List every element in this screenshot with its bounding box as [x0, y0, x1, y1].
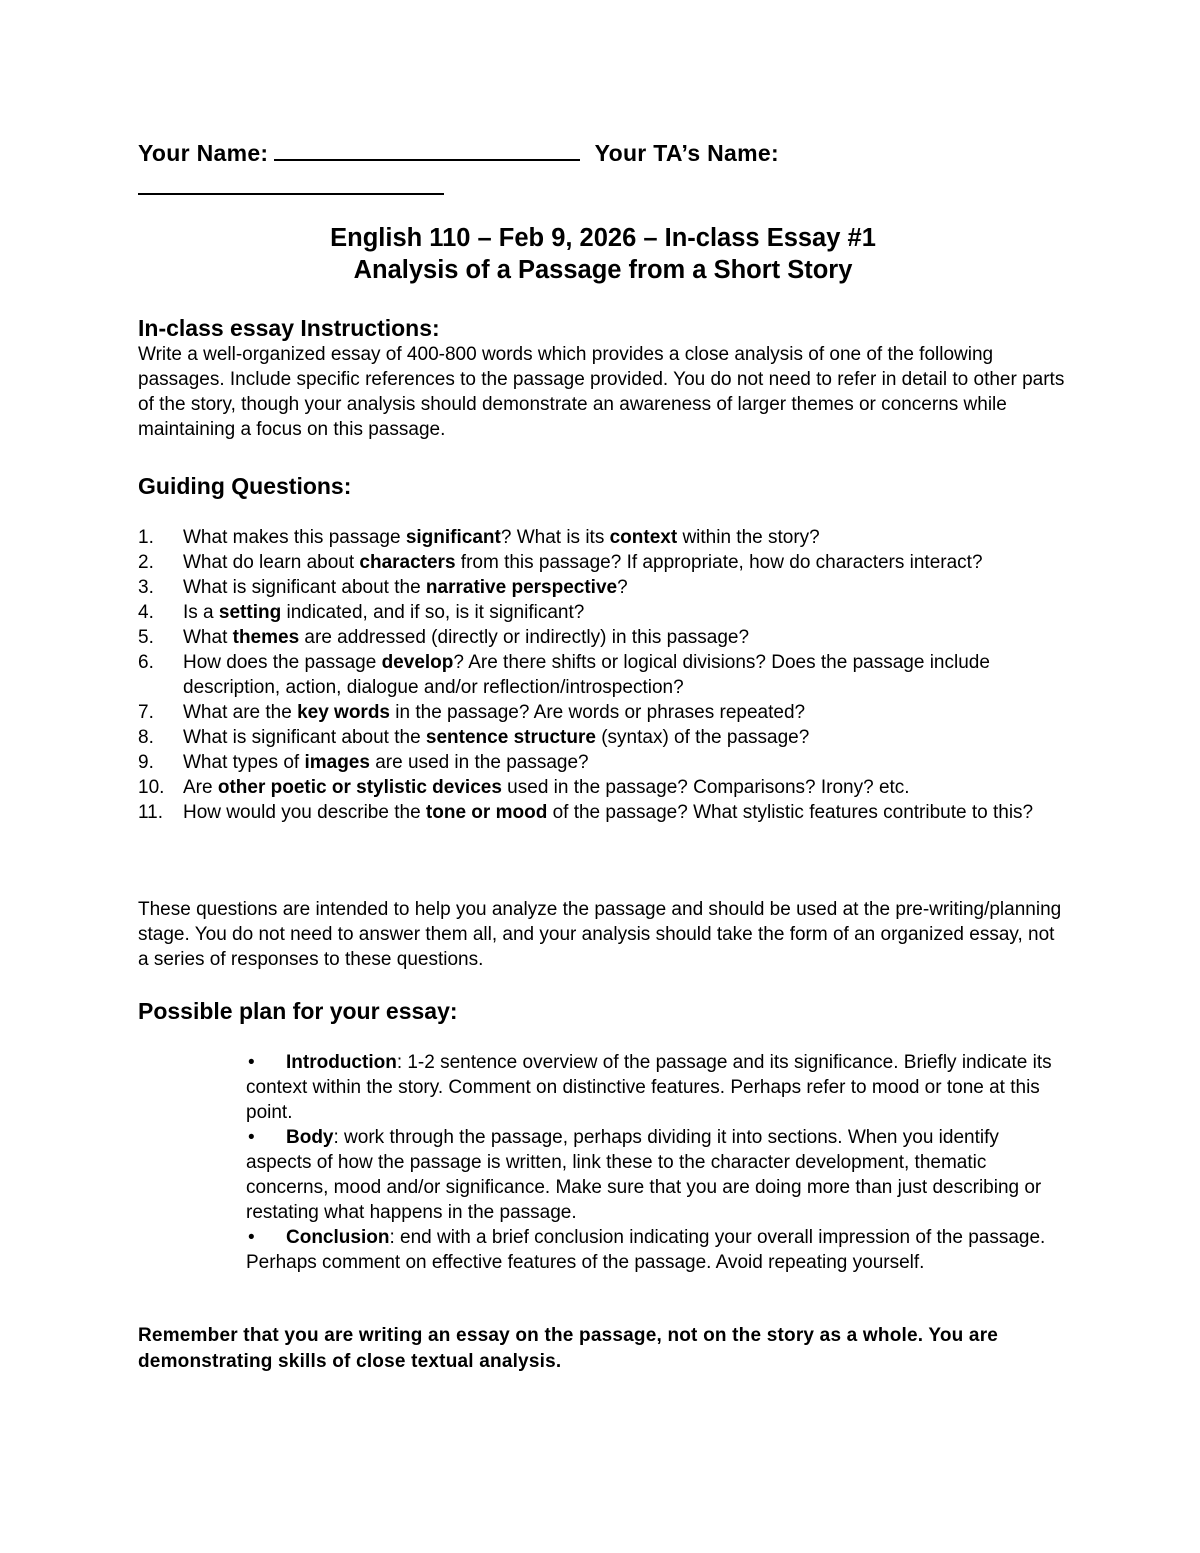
- plan-item-label: Body: [286, 1127, 334, 1148]
- question-text: What is significant about the: [183, 577, 426, 598]
- question-item: [138, 700, 1068, 725]
- bullet-icon: •: [248, 1052, 255, 1073]
- question-number: 11.: [138, 802, 164, 823]
- question-text: What are the: [183, 702, 298, 723]
- question-number: 2.: [138, 552, 154, 573]
- title-line-2: Analysis of a Passage from a Short Story: [353, 256, 853, 284]
- question-keyword: setting: [218, 602, 282, 623]
- question-text: How does the passage: [183, 652, 382, 673]
- question-item: [138, 775, 1068, 800]
- question-text: from this passage? If appropriate, how do characters interact?: [455, 552, 983, 573]
- question-text: Is a: [183, 602, 219, 623]
- name-fields: [138, 136, 1068, 204]
- guiding-questions-heading: Guiding Questions:: [138, 473, 352, 499]
- plan-item: [246, 1125, 1066, 1225]
- question-text: in the passage? Are words or phrases repeated?: [390, 702, 806, 723]
- question-item: [138, 725, 1068, 750]
- plan-item: [246, 1050, 1066, 1125]
- question-item: [138, 750, 1068, 775]
- question-text: How would you describe the: [183, 802, 426, 823]
- question-number: 10.: [138, 777, 165, 798]
- question-item: [138, 650, 1068, 700]
- question-number: 3.: [138, 577, 154, 598]
- question-text: (syntax) of the passage?: [595, 727, 810, 748]
- question-text: What makes this passage: [183, 527, 406, 548]
- question-text: What is significant about the: [183, 727, 426, 748]
- question-keyword: characters: [359, 552, 456, 573]
- question-item: [138, 550, 1068, 575]
- question-text: ? What is its: [500, 527, 610, 548]
- plan-item-text: : end with a brief conclusion indicating your overall impression of the passage. Perhaps comment on effective features of the passage. Avoid repeating yourself.: [246, 1227, 1046, 1273]
- question-text: of the passage? What stylistic features contribute to this?: [547, 802, 1034, 823]
- question-text: What: [183, 627, 233, 648]
- question-text: What do learn about: [183, 552, 360, 573]
- question-keyword: themes: [232, 627, 300, 648]
- your-name-blank[interactable]: [274, 139, 580, 161]
- question-keyword: narrative perspective: [425, 577, 618, 598]
- question-item: [138, 800, 1068, 825]
- guiding-questions-note: These questions are intended to help you analyze the passage and should be used at the pre-writing/planning stage. You do not need to answer them all, and your analysis should take the form of an organized essay, not a series of responses to these questions.: [138, 899, 1062, 970]
- question-text: ? Are there shifts or logical divisions? Does the passage include description, action, dialogue and/or reflection/introspection?: [183, 652, 990, 698]
- plan-item-label: Introduction: [286, 1052, 397, 1073]
- question-keyword: tone or mood: [425, 802, 548, 823]
- question-item: [138, 525, 1068, 550]
- question-number: 5.: [138, 627, 154, 648]
- question-keyword: images: [304, 752, 370, 773]
- plan-item: [246, 1225, 1066, 1275]
- question-number: 4.: [138, 602, 154, 623]
- closing-reminder: Remember that you are writing an essay on the passage, not on the story as a whole. You are demonstrating skills of close textual analysis.: [138, 1325, 999, 1372]
- question-number: 1.: [138, 527, 154, 548]
- question-text: are used in the passage?: [369, 752, 589, 773]
- title-line-1: English 110 – Feb 9, 2026 – In-class Essay #1: [330, 224, 876, 252]
- ta-name-blank[interactable]: [138, 173, 444, 195]
- question-text: indicated, and if so, is it significant?: [281, 602, 585, 623]
- plan-item-label: Conclusion: [286, 1227, 390, 1248]
- ta-name-label: Your TA’s Name:: [594, 140, 779, 166]
- plan-heading: Possible plan for your essay:: [138, 998, 458, 1024]
- bullet-icon: •: [248, 1127, 255, 1148]
- question-text: are addressed (directly or indirectly) in this passage?: [299, 627, 750, 648]
- question-item: [138, 575, 1068, 600]
- question-item: [138, 625, 1068, 650]
- question-number: 7.: [138, 702, 154, 723]
- guiding-questions-list: [138, 525, 1068, 825]
- document-title: [138, 222, 1068, 286]
- bullet-icon: •: [248, 1227, 255, 1248]
- question-text: ?: [617, 577, 628, 598]
- question-text: What types of: [183, 752, 305, 773]
- instructions-heading: In-class essay Instructions:: [138, 315, 440, 341]
- question-text: within the story?: [677, 527, 820, 548]
- question-text: used in the passage? Comparisons? Irony? etc.: [501, 777, 910, 798]
- question-number: 8.: [138, 727, 154, 748]
- plan-item-text: : work through the passage, perhaps dividing it into sections. When you identify aspects of how the passage is written, link these to the character development, thematic concerns, mood and/or significance. Make sure that you are doing more than just describing or restating what happens in the passage.: [246, 1127, 1042, 1223]
- plan-list: [246, 1050, 1066, 1275]
- question-keyword: develop: [381, 652, 454, 673]
- question-keyword: sentence structure: [425, 727, 596, 748]
- question-item: [138, 600, 1068, 625]
- question-number: 9.: [138, 752, 154, 773]
- question-keyword: significant: [405, 527, 501, 548]
- question-text: Are: [183, 777, 218, 798]
- question-number: 6.: [138, 652, 154, 673]
- your-name-label: Your Name:: [138, 140, 269, 166]
- plan-item-text: : 1-2 sentence overview of the passage and its significance. Briefly indicate its context within the story. Comment on distinctive features. Perhaps refer to mood or tone at this point.: [246, 1052, 1052, 1123]
- question-keyword: key words: [297, 702, 390, 723]
- question-keyword: context: [609, 527, 678, 548]
- question-keyword: other poetic or stylistic devices: [217, 777, 502, 798]
- instructions-body: Write a well-organized essay of 400-800 words which provides a close analysis of one of the following passages. Include specific references to the passage provided. You do not need to refer in detail to other parts of the story, though your analysis should demonstrate an awareness of larger themes or concerns while maintaining a focus on this passage.: [138, 344, 1065, 440]
